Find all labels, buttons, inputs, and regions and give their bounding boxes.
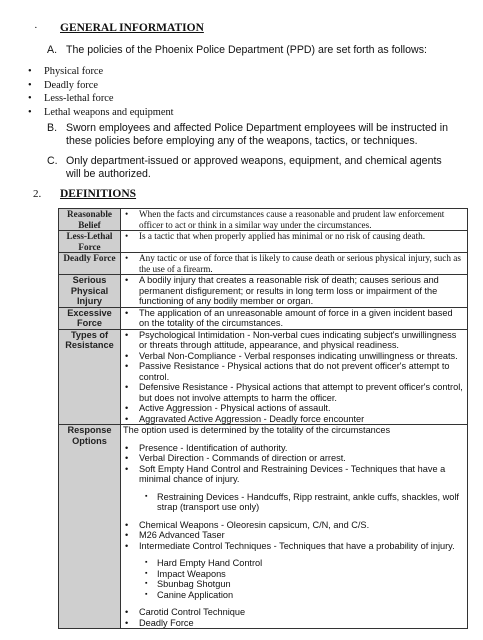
sub-list-item: ▪ Sbunbag Shotgun (123, 579, 464, 590)
sub-list-item: ▪ Canine Application (123, 590, 464, 601)
policy-bullet-item: • Deadly force (44, 79, 174, 93)
definition-cell (121, 329, 468, 425)
term-cell: Deadly Force (59, 253, 121, 275)
item-a-text: The policies of the Phoenix Police Department (PPD) are set forth as follows: (66, 44, 427, 56)
table-row (59, 329, 468, 425)
term-cell: Serious Physical Injury (59, 275, 121, 308)
policy-bullet-item: • Physical force (44, 65, 174, 79)
list-item: • Verbal Non-Compliance - Verbal responses indicating unwillingness or threats. (123, 351, 464, 362)
sub-list-item: ▪ Impact Weapons (123, 569, 464, 580)
term-cell: Types of Resistance (59, 329, 121, 425)
list-item: • Intermediate Control Techniques - Techniques that have a probability of injury. (123, 541, 464, 552)
policy-bullet-list (44, 65, 174, 119)
list-item: • Verbal Direction - Commands of direction or arrest. (123, 453, 464, 464)
list-item: • Passive Resistance - Physical actions that do not prevent officer's attempt to control. (123, 361, 464, 382)
term-cell: Excessive Force (59, 307, 121, 329)
list-item: • Presence - Identification of authority. (123, 443, 464, 454)
table-row (59, 231, 468, 253)
table-row (59, 425, 468, 629)
definition-cell: • Is a tactic that when properly applied has minimal or no risk of causing death. (121, 231, 468, 253)
list-item: • Defensive Resistance - Physical actions that attempt to prevent officer's control, but does not involve attempts to harm the officer. (123, 382, 464, 403)
definition-cell (121, 425, 468, 629)
definitions-table (58, 208, 468, 629)
list-item: • Active Aggression - Physical actions of assault. (123, 403, 464, 414)
term-cell: Less-Lethal Force (59, 231, 121, 253)
definition-cell: • A bodily injury that creates a reasonable risk of death; causes serious and permanent disfigurement; or results in long term loss or impairment of the functioning of any bodily member or organ. (121, 275, 468, 308)
table-row (59, 275, 468, 308)
list-item: • Deadly Force (123, 618, 464, 629)
list-item: • Aggravated Active Aggression - Deadly force encounter (123, 414, 464, 425)
section-number: 2. (33, 188, 42, 200)
list-item: • Soft Empty Hand Control and Restraining Devices - Techniques that have a minimal chance of injury. (123, 464, 464, 485)
definition-cell: • The application of an unreasonable amount of force in a given incident based on the totality of the circumstances. (121, 307, 468, 329)
item-b-letter: B. (47, 122, 58, 134)
item-c-text: Only department-issued or approved weapons, equipment, and chemical agents will be authorized. (66, 155, 442, 180)
definition-cell: • Any tactic or use of force that is likely to cause death or serious physical injury, such as the use of a firearm. (121, 253, 468, 275)
policy-bullet-item: • Lethal weapons and equipment (44, 106, 174, 120)
definitions-heading: DEFINITIONS (60, 188, 137, 200)
term-cell: Reasonable Belief (59, 209, 121, 231)
list-item: • Psychological Intimidation - Non-verbal cues indicating subject's unwillingness or threats through attitude, appearance, and physical readiness. (123, 330, 464, 351)
general-information-heading: GENERAL INFORMATION (60, 22, 204, 34)
sub-list-item: ▪ Hard Empty Hand Control (123, 558, 464, 569)
table-row (59, 253, 468, 275)
table-row (59, 209, 468, 231)
section-marker: · (34, 22, 38, 34)
item-c-letter: C. (47, 155, 58, 167)
table-row (59, 307, 468, 329)
sub-list-item: ▪ Restraining Devices - Handcuffs, Ripp restraint, ankle cuffs, shackles, wolf strap (transport use only) (123, 492, 464, 513)
item-a-letter: A. (47, 44, 58, 56)
term-cell: Response Options (59, 425, 121, 629)
list-item: • Carotid Control Technique (123, 607, 464, 618)
list-item: • Chemical Weapons - Oleoresin capsicum, C/N, and C/S. (123, 520, 464, 531)
item-b-text: Sworn employees and affected Police Department employees will be instructed in these policies before employing any of the weapons, tactics, or techniques. (66, 122, 448, 147)
list-item: • M26 Advanced Taser (123, 530, 464, 541)
definition-cell: • When the facts and circumstances cause a reasonable and prudent law enforcement officer to act or think in a similar way under the circumstances. (121, 209, 468, 231)
response-intro: The option used is determined by the totality of the circumstances (123, 425, 391, 435)
policy-bullet-item: • Less-lethal force (44, 92, 174, 106)
